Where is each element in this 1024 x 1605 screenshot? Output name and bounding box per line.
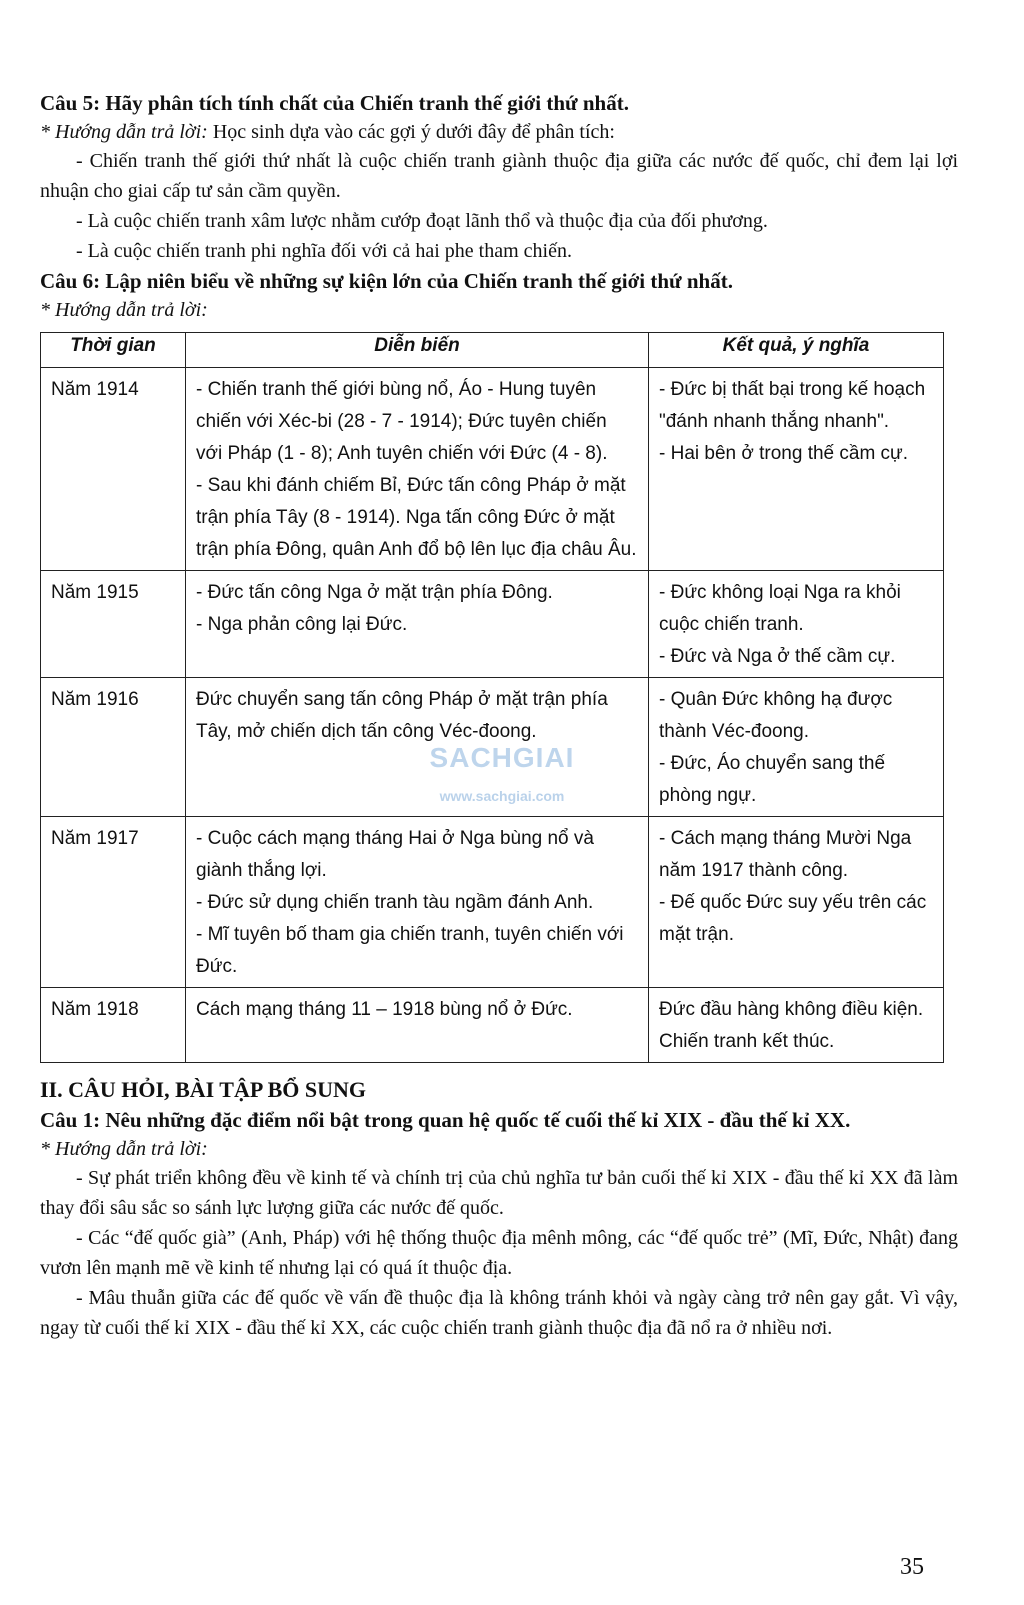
cell-results	[649, 817, 944, 988]
cell-results	[649, 571, 944, 678]
answer-point: - Là cuộc chiến tranh phi nghĩa đối với cả hai phe tham chiến.	[76, 240, 572, 262]
cell-time: Năm 1916	[41, 678, 186, 817]
question-5-guide	[40, 118, 958, 146]
table-row	[41, 988, 944, 1063]
event-line: - Chiến tranh thế giới bùng nổ, Áo - Hung tuyên chiến với Xéc-bi (28 - 7 - 1914); Đức tuyên chiến với Pháp (1 - 8); Anh tuyên chiến với Đức (4 - 8).	[196, 379, 608, 464]
event-line: Đức chuyển sang tấn công Pháp ở mặt trận phía Tây, mở chiến dịch tấn công Véc-đoong.	[196, 689, 608, 742]
table-row	[41, 817, 944, 988]
table-header-row	[41, 333, 944, 368]
guide-label: * Hướng dẫn trả lời:	[40, 121, 208, 143]
question-5-title: Câu 5: Hãy phân tích tính chất của Chiến tranh thế giới thứ nhất.	[40, 91, 629, 115]
result-line: - Quân Đức không hạ được thành Véc-đoong.	[659, 689, 893, 742]
cell-time: Năm 1917	[41, 817, 186, 988]
result-line: - Đức bị thất bại trong kế hoạch "đánh nhanh thắng nhanh".	[659, 379, 926, 432]
watermark-url: www.sachgiai.com	[439, 788, 565, 804]
timeline-table	[40, 332, 944, 1063]
result-line: - Đức và Nga ở thế cầm cự.	[659, 646, 896, 667]
section-2-guide: * Hướng dẫn trả lời:	[40, 1138, 208, 1160]
cell-time: Năm 1914	[41, 368, 186, 571]
answer-point: - Là cuộc chiến tranh xâm lược nhằm cướp đoạt lãnh thổ và thuộc địa của đối phương.	[76, 210, 768, 232]
watermark-brand: SACHGIAI	[429, 742, 575, 773]
cell-results	[649, 678, 944, 817]
result-line: - Đế quốc Đức suy yếu trên các mặt trận.	[659, 892, 927, 945]
header-time: Thời gian	[41, 333, 186, 368]
event-line: - Đức sử dụng chiến tranh tàu ngầm đánh Anh.	[196, 892, 594, 913]
event-line: Cách mạng tháng 11 – 1918 bùng nổ ở Đức.	[196, 999, 573, 1020]
cell-events	[186, 988, 649, 1063]
cell-events	[186, 678, 649, 817]
event-line: - Đức tấn công Nga ở mặt trận phía Đông.	[196, 582, 553, 603]
section-2-question-1-title: Câu 1: Nêu những đặc điểm nổi bật trong quan hệ quốc tế cuối thế kỉ XIX - đầu thế kỉ XX.	[40, 1108, 851, 1132]
cell-events	[186, 571, 649, 678]
answer-point: - Sự phát triển không đều về kinh tế và chính trị của chủ nghĩa tư bản cuối thế kỉ XIX - đầu thế kỉ XX đã làm thay đổi sâu sắc so sánh lực lượng giữa các nước đế quốc.	[40, 1167, 958, 1219]
cell-results	[649, 988, 944, 1063]
guide-text: Học sinh dựa vào các gợi ý dưới đây để phân tích:	[207, 121, 615, 143]
section-2-heading: II. CÂU HỎI, BÀI TẬP BỔ SUNG	[40, 1077, 366, 1102]
event-line: - Sau khi đánh chiếm Bỉ, Đức tấn công Pháp ở mặt trận phía Tây (8 - 1914). Nga tấn công Đức ở mặt trận phía Đông, quân Anh đổ bộ lên lục địa châu Âu.	[196, 475, 637, 560]
result-line: - Đức, Áo chuyển sang thế phòng ngự.	[659, 753, 886, 806]
event-line: - Nga phản công lại Đức.	[196, 614, 408, 635]
table-row	[41, 571, 944, 678]
cell-time: Năm 1918	[41, 988, 186, 1063]
question-6-guide: * Hướng dẫn trả lời:	[40, 299, 208, 321]
cell-events	[186, 368, 649, 571]
result-line: - Cách mạng tháng Mười Nga năm 1917 thành công.	[659, 828, 912, 881]
answer-point: - Chiến tranh thế giới thứ nhất là cuộc chiến tranh giành thuộc địa giữa các nước đế quốc, chỉ đem lại lợi nhuận cho giai cấp tư sản cầm quyền.	[40, 150, 958, 202]
answer-point: - Các “đế quốc già” (Anh, Pháp) với hệ thống thuộc địa mênh mông, các “đế quốc trẻ” (Mĩ, Đức, Nhật) đang vươn lên mạnh mẽ về kinh tế nhưng lại có quá ít thuộc địa.	[40, 1227, 958, 1279]
event-line: - Mĩ tuyên bố tham gia chiến tranh, tuyên chiến với Đức.	[196, 924, 624, 977]
header-results: Kết quả, ý nghĩa	[649, 333, 944, 368]
page-number: 35	[900, 1554, 924, 1580]
result-line: - Đức không loại Nga ra khỏi cuộc chiến tranh.	[659, 582, 901, 635]
table-row	[41, 368, 944, 571]
cell-time: Năm 1915	[41, 571, 186, 678]
page-content	[40, 88, 958, 1343]
header-events: Diễn biến	[186, 333, 649, 368]
event-line: - Cuộc cách mạng tháng Hai ở Nga bùng nổ và giành thắng lợi.	[196, 828, 594, 881]
question-6-title: Câu 6: Lập niên biểu về những sự kiện lớn của Chiến tranh thế giới thứ nhất.	[40, 269, 733, 293]
table-row	[41, 678, 944, 817]
answer-point: - Mâu thuẫn giữa các đế quốc về vấn đề thuộc địa là không tránh khỏi và ngày càng trở nên gay gắt. Vì vậy, ngay từ cuối thế kỉ XIX - đầu thế kỉ XX, các cuộc chiến tranh giành thuộc địa đã nổ ra ở nhiều nơi.	[40, 1287, 958, 1339]
cell-results	[649, 368, 944, 571]
result-line: Đức đầu hàng không điều kiện. Chiến tranh kết thúc.	[659, 999, 924, 1052]
result-line: - Hai bên ở trong thế cầm cự.	[659, 443, 909, 464]
cell-events	[186, 817, 649, 988]
